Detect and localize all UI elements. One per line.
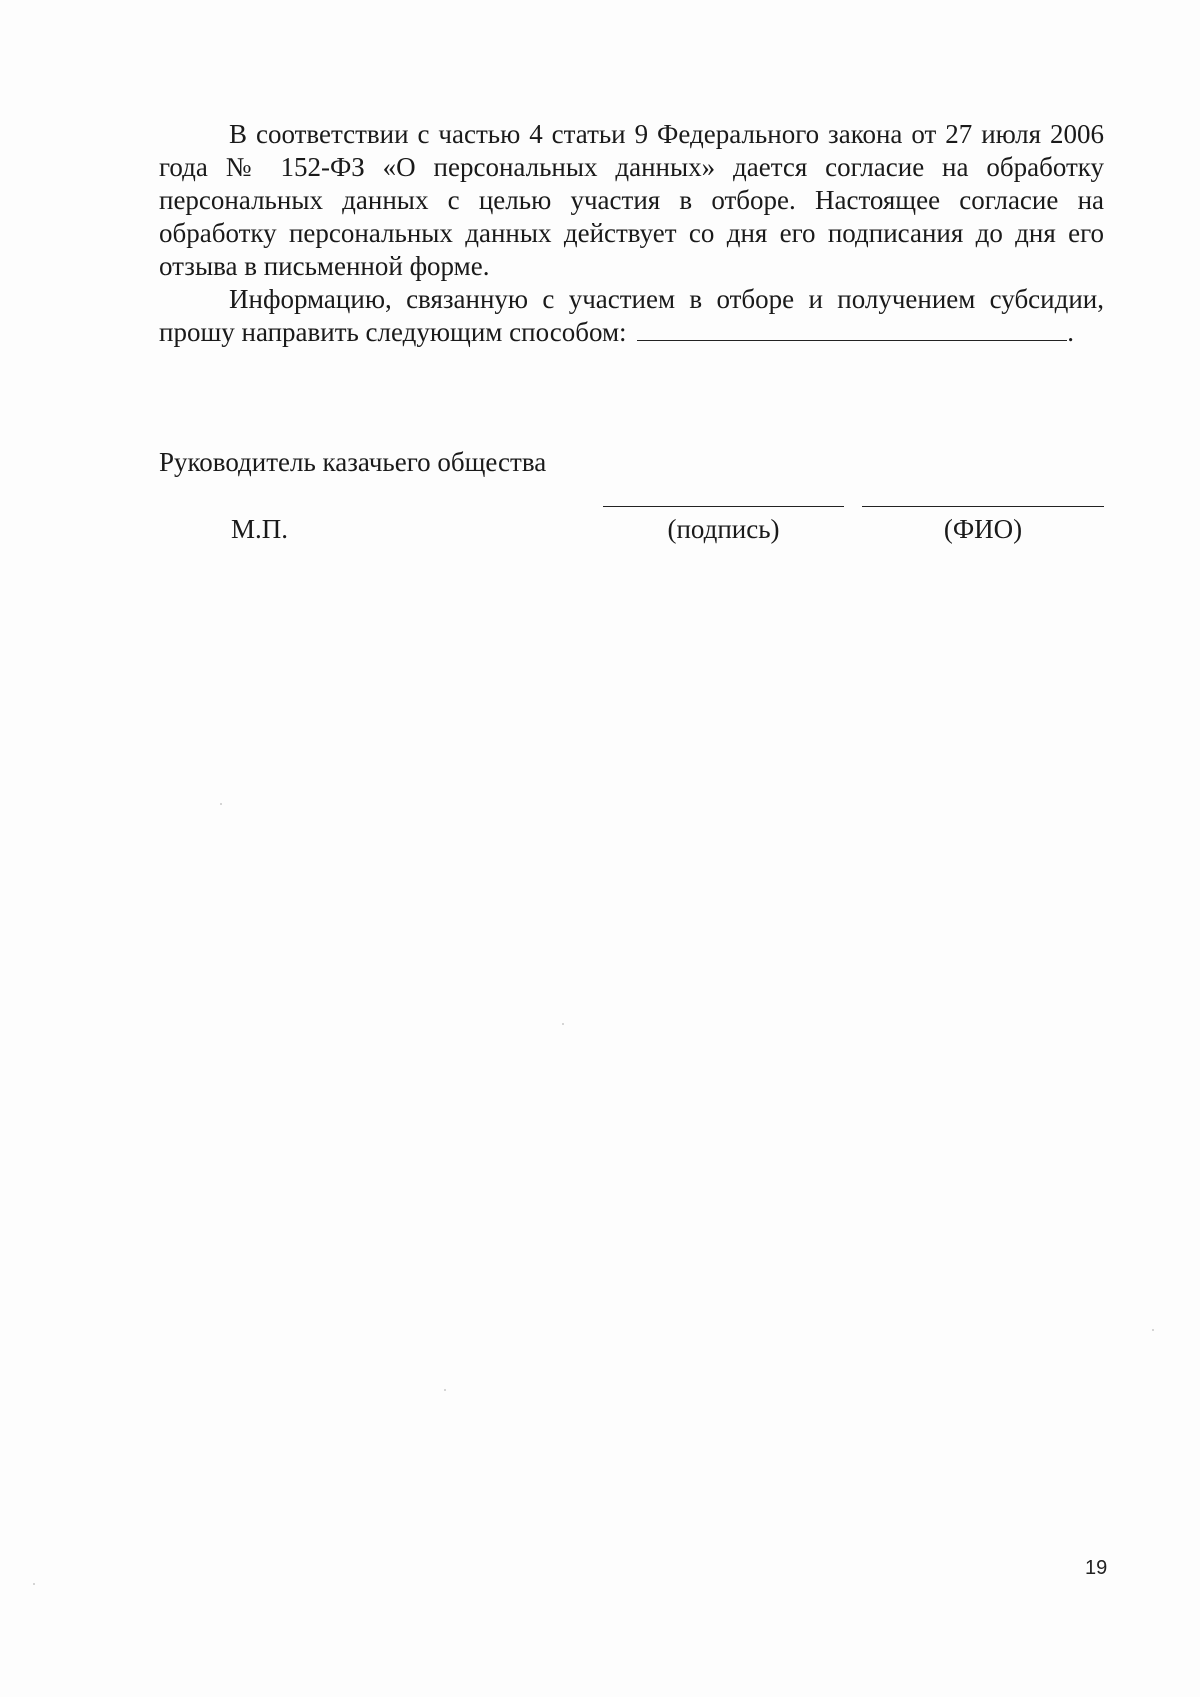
delivery-method-blank xyxy=(637,318,1067,341)
delivery-method-paragraph xyxy=(159,283,1104,349)
signature-caption: (подпись) xyxy=(667,514,780,544)
scan-speck xyxy=(444,1389,446,1391)
signature-line xyxy=(603,506,844,507)
delivery-method-text: Информацию, связанную с участием в отборе и получением субсидии, прошу направить следующим способом: xyxy=(159,284,1104,347)
delivery-method-period: . xyxy=(1067,317,1075,347)
consent-paragraph: В соответствии с частью 4 статьи 9 Федерального закона от 27 июля 2006 года № 152-ФЗ «О персональных данных» дается согласие на обработку персональных данных с целью участия в отборе. Настоящее согласие на обработку персональных данных действует со дня его подписания до дня его отзыва в письменной форме. xyxy=(159,119,1104,281)
stamp-label: М.П. xyxy=(231,514,289,544)
consent-text-block xyxy=(159,118,1104,349)
fio-line xyxy=(862,506,1104,507)
page-number: 19 xyxy=(1085,1557,1108,1579)
fio-caption: (ФИО) xyxy=(943,514,1023,544)
scan-speck xyxy=(220,803,222,805)
scan-speck xyxy=(1152,1329,1154,1331)
manager-label: Руководитель казачьего общества xyxy=(159,447,547,477)
scan-speck xyxy=(33,1583,35,1585)
scan-speck xyxy=(562,1023,564,1025)
